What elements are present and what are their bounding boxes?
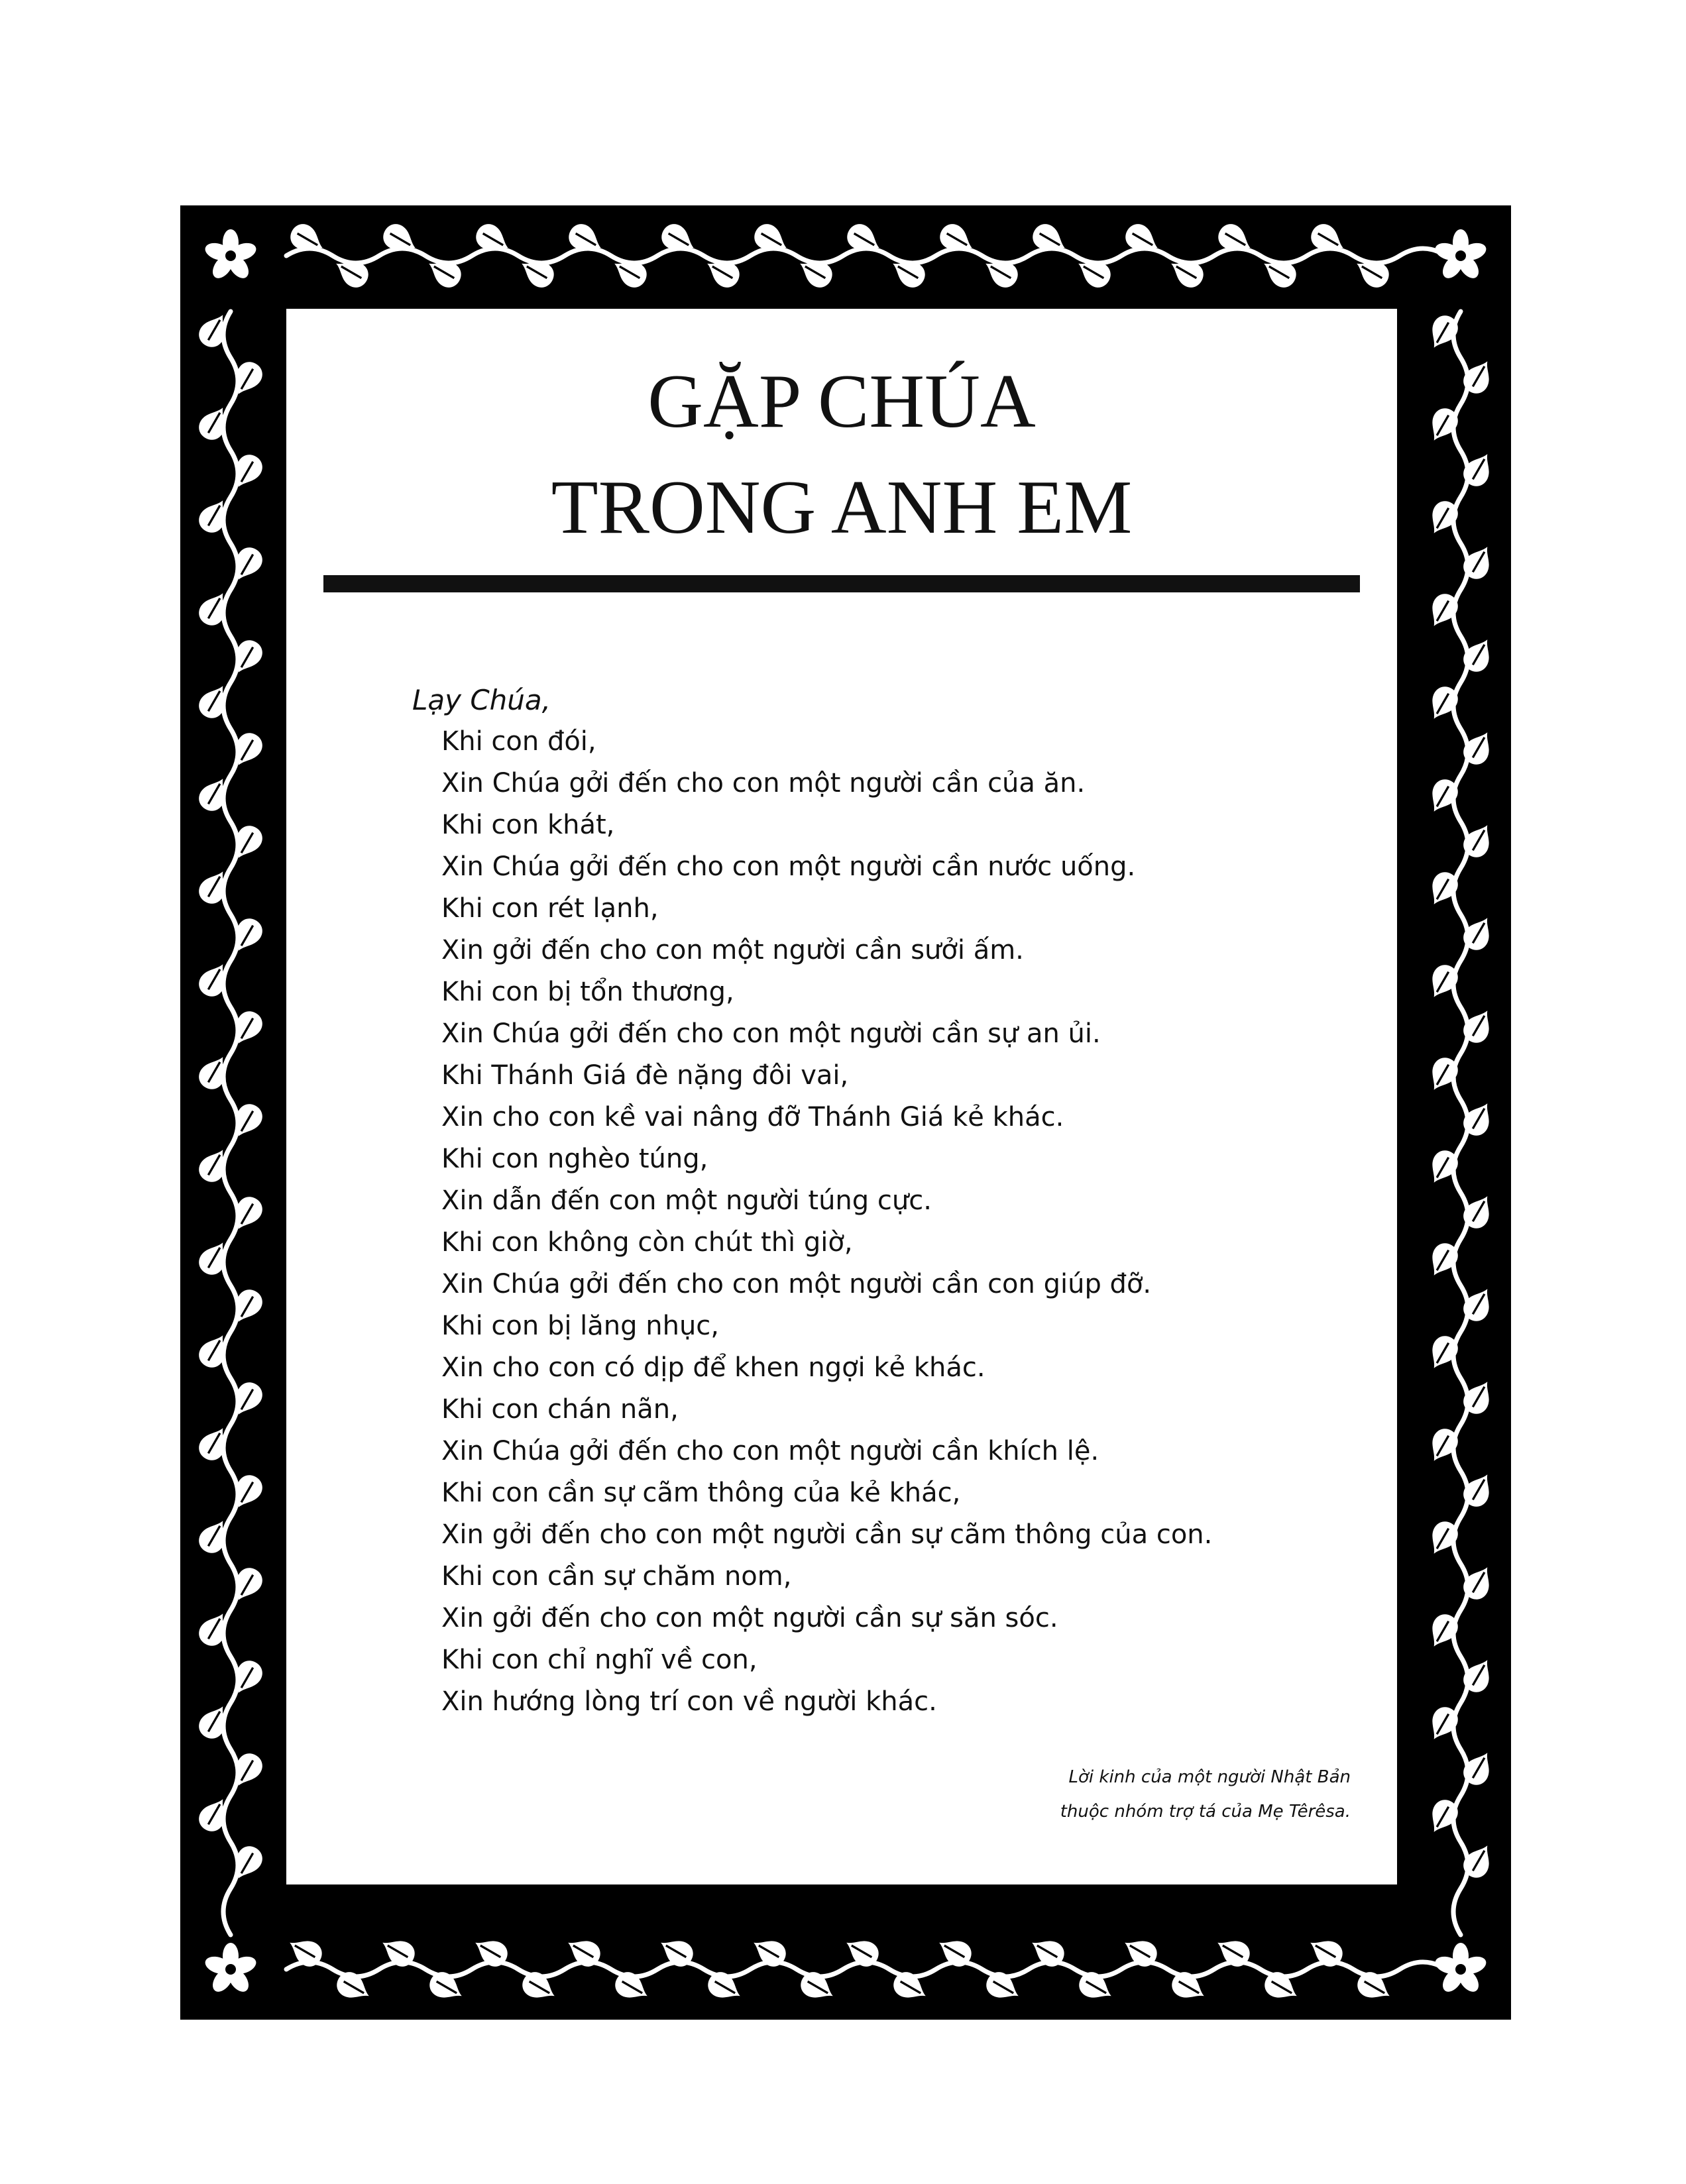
prayer-line: Khi con không còn chút thì giờ, [441, 1227, 853, 1258]
content-panel [282, 305, 1401, 1888]
prayer-line: Khi con bị lăng nhục, [441, 1311, 720, 1341]
prayer-line: Xin Chúa gởi đến cho con một người cần nước uống. [441, 851, 1136, 882]
prayer-line: Khi con nghèo túng, [441, 1144, 708, 1174]
prayer-line: Xin gởi đến cho con một người cần sưởi ấm. [441, 935, 1024, 965]
prayer-line: Khi con bị tổn thương, [441, 977, 734, 1007]
prayer-text [412, 680, 1327, 1723]
prayer-line: Khi con chán nãn, [441, 1394, 679, 1425]
prayer-line: Xin dẫn đến con một người túng cực. [441, 1185, 932, 1216]
prayer-line: Xin Chúa gởi đến cho con một người cần con giúp đỡ. [441, 1269, 1152, 1299]
prayer-line: Khi con đói, [441, 726, 596, 757]
prayer-line: Khi con khát, [441, 810, 615, 840]
prayer-line: Xin Chúa gởi đến cho con một người cần của ăn. [441, 768, 1086, 798]
prayer-line: Xin Chúa gởi đến cho con một người cần khích lệ. [441, 1436, 1099, 1466]
attribution [1060, 1760, 1351, 1829]
prayer-line: Xin cho con kề vai nâng đỡ Thánh Giá kẻ khác. [441, 1102, 1064, 1132]
prayer-line: Xin gởi đến cho con một người cần sự cãm thông của con. [441, 1519, 1213, 1550]
prayer-line: Xin gởi đến cho con một người cần sự săn sóc. [441, 1603, 1058, 1633]
prayer-line: Khi con rét lạnh, [441, 893, 659, 924]
prayer-line: Khi con chỉ nghĩ về con, [441, 1645, 758, 1675]
title-line-1: GẶP CHÚA [647, 359, 1036, 444]
title-line-2: TRONG ANH EM [551, 465, 1133, 550]
prayer-opening: Lạy Chúa, [412, 684, 551, 716]
attribution-line-2: thuộc nhóm trợ tá của Mẹ Têrêsa. [1060, 1802, 1351, 1822]
prayer-line: Khi con cần sự chăm nom, [441, 1561, 792, 1592]
prayer-line: Xin hướng lòng trí con về người khác. [441, 1686, 937, 1717]
prayer-line: Khi Thánh Giá đè nặng đôi vai, [441, 1060, 849, 1091]
attribution-line-1: Lời kinh của một người Nhật Bản [1068, 1767, 1351, 1787]
prayer-line: Khi con cần sự cãm thông của kẻ khác, [441, 1478, 961, 1508]
prayer-line: Xin cho con có dịp để khen ngợi kẻ khác. [441, 1352, 985, 1383]
title-divider [323, 575, 1360, 592]
prayer-line: Xin Chúa gởi đến cho con một người cần sự an ủi. [441, 1018, 1101, 1049]
